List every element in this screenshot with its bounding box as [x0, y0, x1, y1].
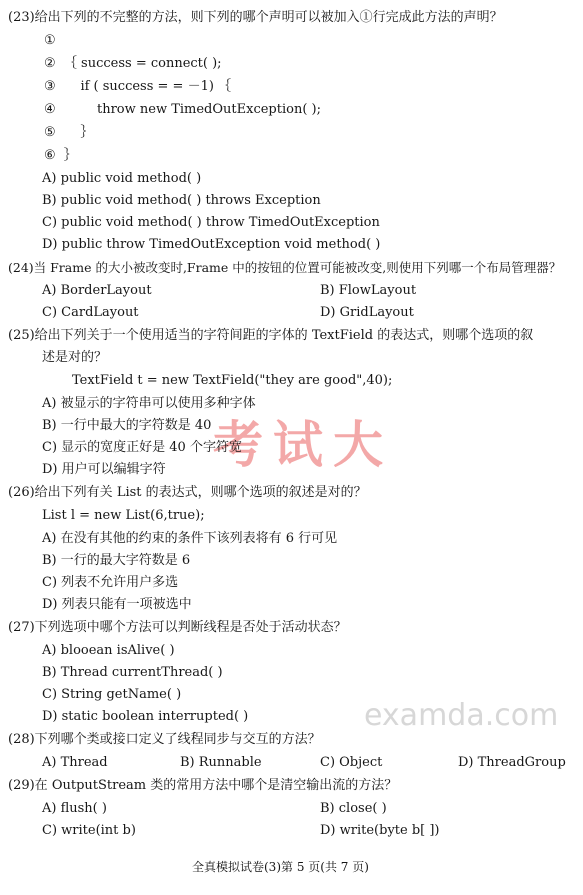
option: B) close( ): [320, 801, 387, 816]
option: D) ThreadGroup: [458, 755, 566, 770]
option: C) CardLayout: [42, 305, 139, 320]
option: B) public void method( ) throws Exception: [42, 193, 321, 208]
code-line: TextField t = new TextField("they are good",40);: [72, 373, 393, 388]
option: B) 一行的最大字符数是 6: [42, 553, 191, 568]
option: D) static boolean interrupted( ): [42, 709, 249, 724]
option: D) 用户可以编辑字符: [42, 462, 166, 477]
watermark-logo: 考试大: [213, 416, 393, 474]
option: C) public void method( ) throw TimedOutException: [42, 215, 380, 230]
option: C) String getName( ): [42, 687, 182, 702]
option: B) Thread currentThread( ): [42, 665, 223, 680]
code-line: ③ if ( success = = －1) ｛: [44, 79, 232, 94]
code-line: List l = new List(6,true);: [42, 508, 205, 523]
option: A) public void method( ): [42, 171, 202, 186]
question-25: (25)给出下列关于一个使用适当的字符间距的字体的 TextField 的表达式，则哪个选项的叙: [8, 328, 534, 343]
option: A) flush( ): [42, 801, 107, 816]
question-26: (26)给出下列有关 List 的表达式，则哪个选项的叙述是对的？: [8, 485, 367, 500]
option: C) 列表不允许用户多选: [42, 575, 179, 590]
option: A) 在没有其他的约束的条件下该列表将有 6 行可见: [42, 531, 338, 546]
code-line: ⑤ ｝: [44, 125, 94, 140]
question-27: (27)下列选项中哪个方法可以判断线程是否处于活动状态？: [8, 620, 347, 635]
question-25-continued: 述是对的？: [42, 350, 108, 365]
option: A) Thread: [42, 755, 108, 770]
option: A) blooean isAlive( ): [42, 643, 175, 658]
option: C) write(int b): [42, 823, 136, 838]
option: B) 一行中最大的字符数是 40: [42, 418, 212, 433]
option: C) Object: [320, 755, 383, 770]
option: B) Runnable: [180, 755, 262, 770]
question-24: (24)当 Frame 的大小被改变时,Frame 中的按钮的位置可能被改变,则使用下列哪一个布局管理器？: [8, 260, 562, 275]
question-23: (23)给出下列的不完整的方法，则下列的哪个声明可以被加入①行完成此方法的声明？: [8, 10, 503, 25]
code-line: ② ｛ success = connect( );: [44, 56, 222, 71]
code-line: ①: [44, 33, 56, 48]
option: D) write(byte b[ ]): [320, 823, 440, 838]
option: B) FlowLayout: [320, 283, 417, 298]
option: D) 列表只能有一项被选中: [42, 597, 192, 612]
code-line: ④ throw new TimedOutException( );: [44, 102, 321, 117]
question-29: (29)在 OutputStream 类的常用方法中哪个是清空输出流的方法？: [8, 778, 398, 793]
option: D) public throw TimedOutException void method( ): [42, 237, 381, 252]
option: A) 被显示的字符串可以使用多种字体: [42, 396, 256, 411]
watermark-url: examda.com: [364, 698, 559, 733]
option: A) BorderLayout: [42, 283, 152, 298]
page-footer: 全真模拟试卷(3)第 5 页(共 7 页): [192, 860, 369, 874]
code-line: ⑥ ｝: [44, 148, 77, 163]
option: C) 显示的宽度正好是 40 个字符宽: [42, 440, 242, 455]
question-28: (28)下列哪个类或接口定义了线程同步与交互的方法？: [8, 732, 321, 747]
option: D) GridLayout: [320, 305, 414, 320]
